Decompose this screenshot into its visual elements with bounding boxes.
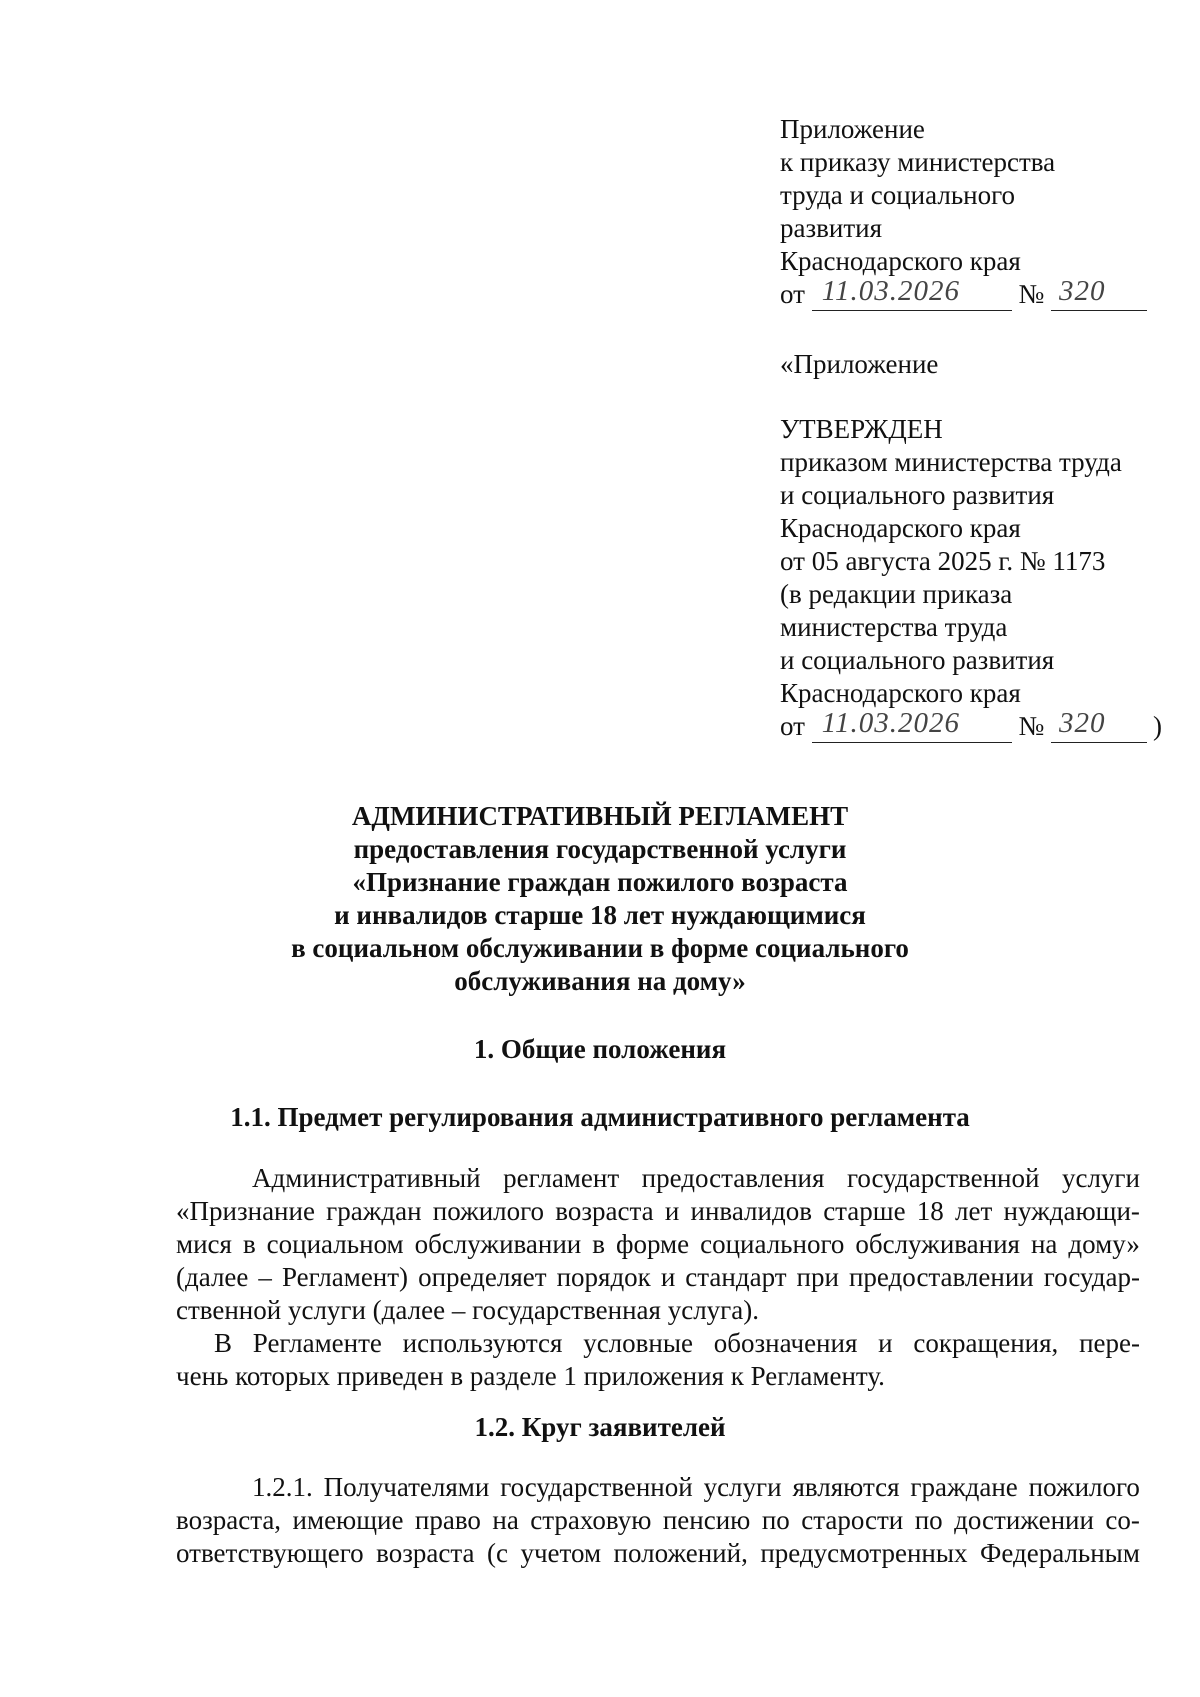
handwritten-number: 320 [1058,707,1106,739]
from-label: от [780,279,805,309]
approved-line: министерства труда [780,612,1008,642]
word: услуги [1061,1163,1140,1193]
word: на [1030,1229,1058,1259]
title-line: «Признание граждан пожилого возраста [352,867,848,897]
word: (далее [176,1262,249,1292]
word: предусмотренных [760,1538,968,1568]
approved-block [780,413,1162,743]
paragraph-line [176,1261,1140,1294]
word: Регламенте [252,1328,382,1358]
appendix-line: Приложение [780,114,925,144]
approved-line: Краснодарского края [780,678,1021,708]
appendix-line: труда и социального [780,180,1015,210]
word: возраста [555,1196,654,1226]
word: 18 [916,1196,944,1226]
handwritten-date-field [812,707,1012,743]
paragraph-line [176,1537,1140,1570]
paragraph-line [176,1195,1140,1228]
word: форме [615,1229,690,1259]
document-title [160,800,1040,998]
word: обозначения [713,1328,858,1358]
approved-line: от 05 августа 2025 г. № 1173 [780,546,1106,576]
word: социальном [266,1229,404,1259]
word: порядок [556,1262,651,1292]
title-line: и инвалидов старше 18 лет нуждающимися [334,900,866,930]
title-line: предоставления государственной услуги [353,834,847,864]
word: «Признание [176,1196,315,1226]
word: Получателями [323,1472,490,1502]
word: граждане [910,1472,1018,1502]
appendix-line: развития [780,213,883,243]
word: нуждающи- [1003,1196,1140,1226]
word: пожилого [432,1196,545,1226]
word: используются [402,1328,563,1358]
approved-line: УТВЕРЖДЕН [780,414,943,444]
word: возраста [376,1538,475,1568]
word: В [214,1328,233,1358]
word: при [796,1262,839,1292]
paragraph-line [176,1327,1140,1360]
word: дому» [1068,1229,1140,1259]
word: мися [176,1229,232,1259]
word: – [258,1262,272,1292]
appendix-line: к приказу министерства [780,147,1056,177]
appendix-line: Краснодарского края [780,246,1021,276]
word: предоставлении [848,1262,1034,1292]
paragraph-line: ственной услуги (далее – государственная услуга). [176,1295,759,1325]
word: (с [486,1538,508,1568]
word: в [242,1229,256,1259]
word: старости [801,1505,904,1535]
appendix-date-line [780,275,1147,311]
word: по [761,1505,790,1535]
word: государственной [500,1472,693,1502]
handwritten-number: 320 [1058,275,1106,307]
word: социального [700,1229,845,1259]
handwritten-date: 11.03.2026 [821,707,961,739]
word: инвалидов [690,1196,812,1226]
word: обслуживании [414,1229,582,1259]
word: регламент [503,1163,620,1193]
section-heading-1-1: 1.1. Предмет регулирования административного регламента [230,1102,970,1132]
word: ответствующего [176,1538,364,1568]
word: пере- [1079,1328,1140,1358]
word: 1.2.1. [252,1472,313,1502]
approved-line: и социального развития [780,645,1055,675]
word: Административный [252,1163,481,1193]
paragraph-line [176,1504,1140,1537]
word: государ- [1043,1262,1140,1292]
handwritten-number-field [1051,275,1147,311]
approved-line: и социального развития [780,480,1055,510]
approval-heading [780,348,938,381]
number-label: № [1018,279,1045,309]
word: учетом [520,1538,602,1568]
word: имеющие [292,1505,404,1535]
paragraph-line [176,1162,1140,1195]
word: обслуживания [855,1229,1020,1259]
closing-paren: ) [1152,711,1162,741]
title-line: в социальном обслуживании в форме социального [291,933,909,963]
paragraph-line [176,1471,1140,1504]
approved-line: Краснодарского края [780,513,1021,543]
word: со- [1105,1505,1140,1535]
section-heading-1: 1. Общие положения [473,1034,727,1064]
word: пожилого [1028,1472,1140,1502]
underline [1051,310,1147,311]
number-label: № [1018,711,1045,741]
word: достижении [954,1505,1094,1535]
title-line: обслуживания на дому» [454,966,746,996]
approval-heading-text: «Приложение [780,349,939,379]
word: сокращения, [913,1328,1059,1358]
word: определяет [418,1262,547,1292]
word: и [664,1196,680,1226]
word: возраста, [176,1505,282,1535]
word: страховую [530,1505,652,1535]
word: являются [792,1472,900,1502]
word: право [414,1505,481,1535]
word: пенсию [662,1505,751,1535]
approved-line: (в редакции приказа [780,579,1013,609]
paragraph-line [176,1228,1140,1261]
body-paragraph-1-2-1 [176,1471,1140,1570]
paragraph-line: чень которых приведен в разделе 1 приложения к Регламенту. [176,1361,885,1391]
word: услуги [703,1472,782,1502]
word: по [914,1505,943,1535]
word: Регламент) [281,1262,409,1292]
word: государственной [846,1163,1040,1193]
word: в [592,1229,605,1259]
underline [812,310,1012,311]
underline [1051,742,1147,743]
word: предоставления [641,1163,825,1193]
word: граждан [326,1196,422,1226]
approved-line: приказом министерства труда [780,447,1122,477]
from-label: от [780,711,805,741]
word: лет [955,1196,993,1226]
word: и [660,1262,676,1292]
title-line: АДМИНИСТРАТИВНЫЙ РЕГЛАМЕНТ [351,801,849,831]
word: стандарт [685,1262,787,1292]
handwritten-date: 11.03.2026 [821,275,961,307]
approved-date-line [780,707,1162,743]
word: Федеральным [980,1538,1140,1568]
word: и [878,1328,893,1358]
section-heading-1-2: 1.2. Круг заявителей [474,1412,726,1442]
word: положений, [613,1538,748,1568]
appendix-block [780,113,1147,311]
handwritten-number-field [1051,707,1147,743]
word: условные [583,1328,693,1358]
body-paragraphs-1 [176,1162,1140,1393]
underline [812,742,1012,743]
handwritten-date-field [812,275,1012,311]
word: на [492,1505,519,1535]
word: старше [823,1196,906,1226]
